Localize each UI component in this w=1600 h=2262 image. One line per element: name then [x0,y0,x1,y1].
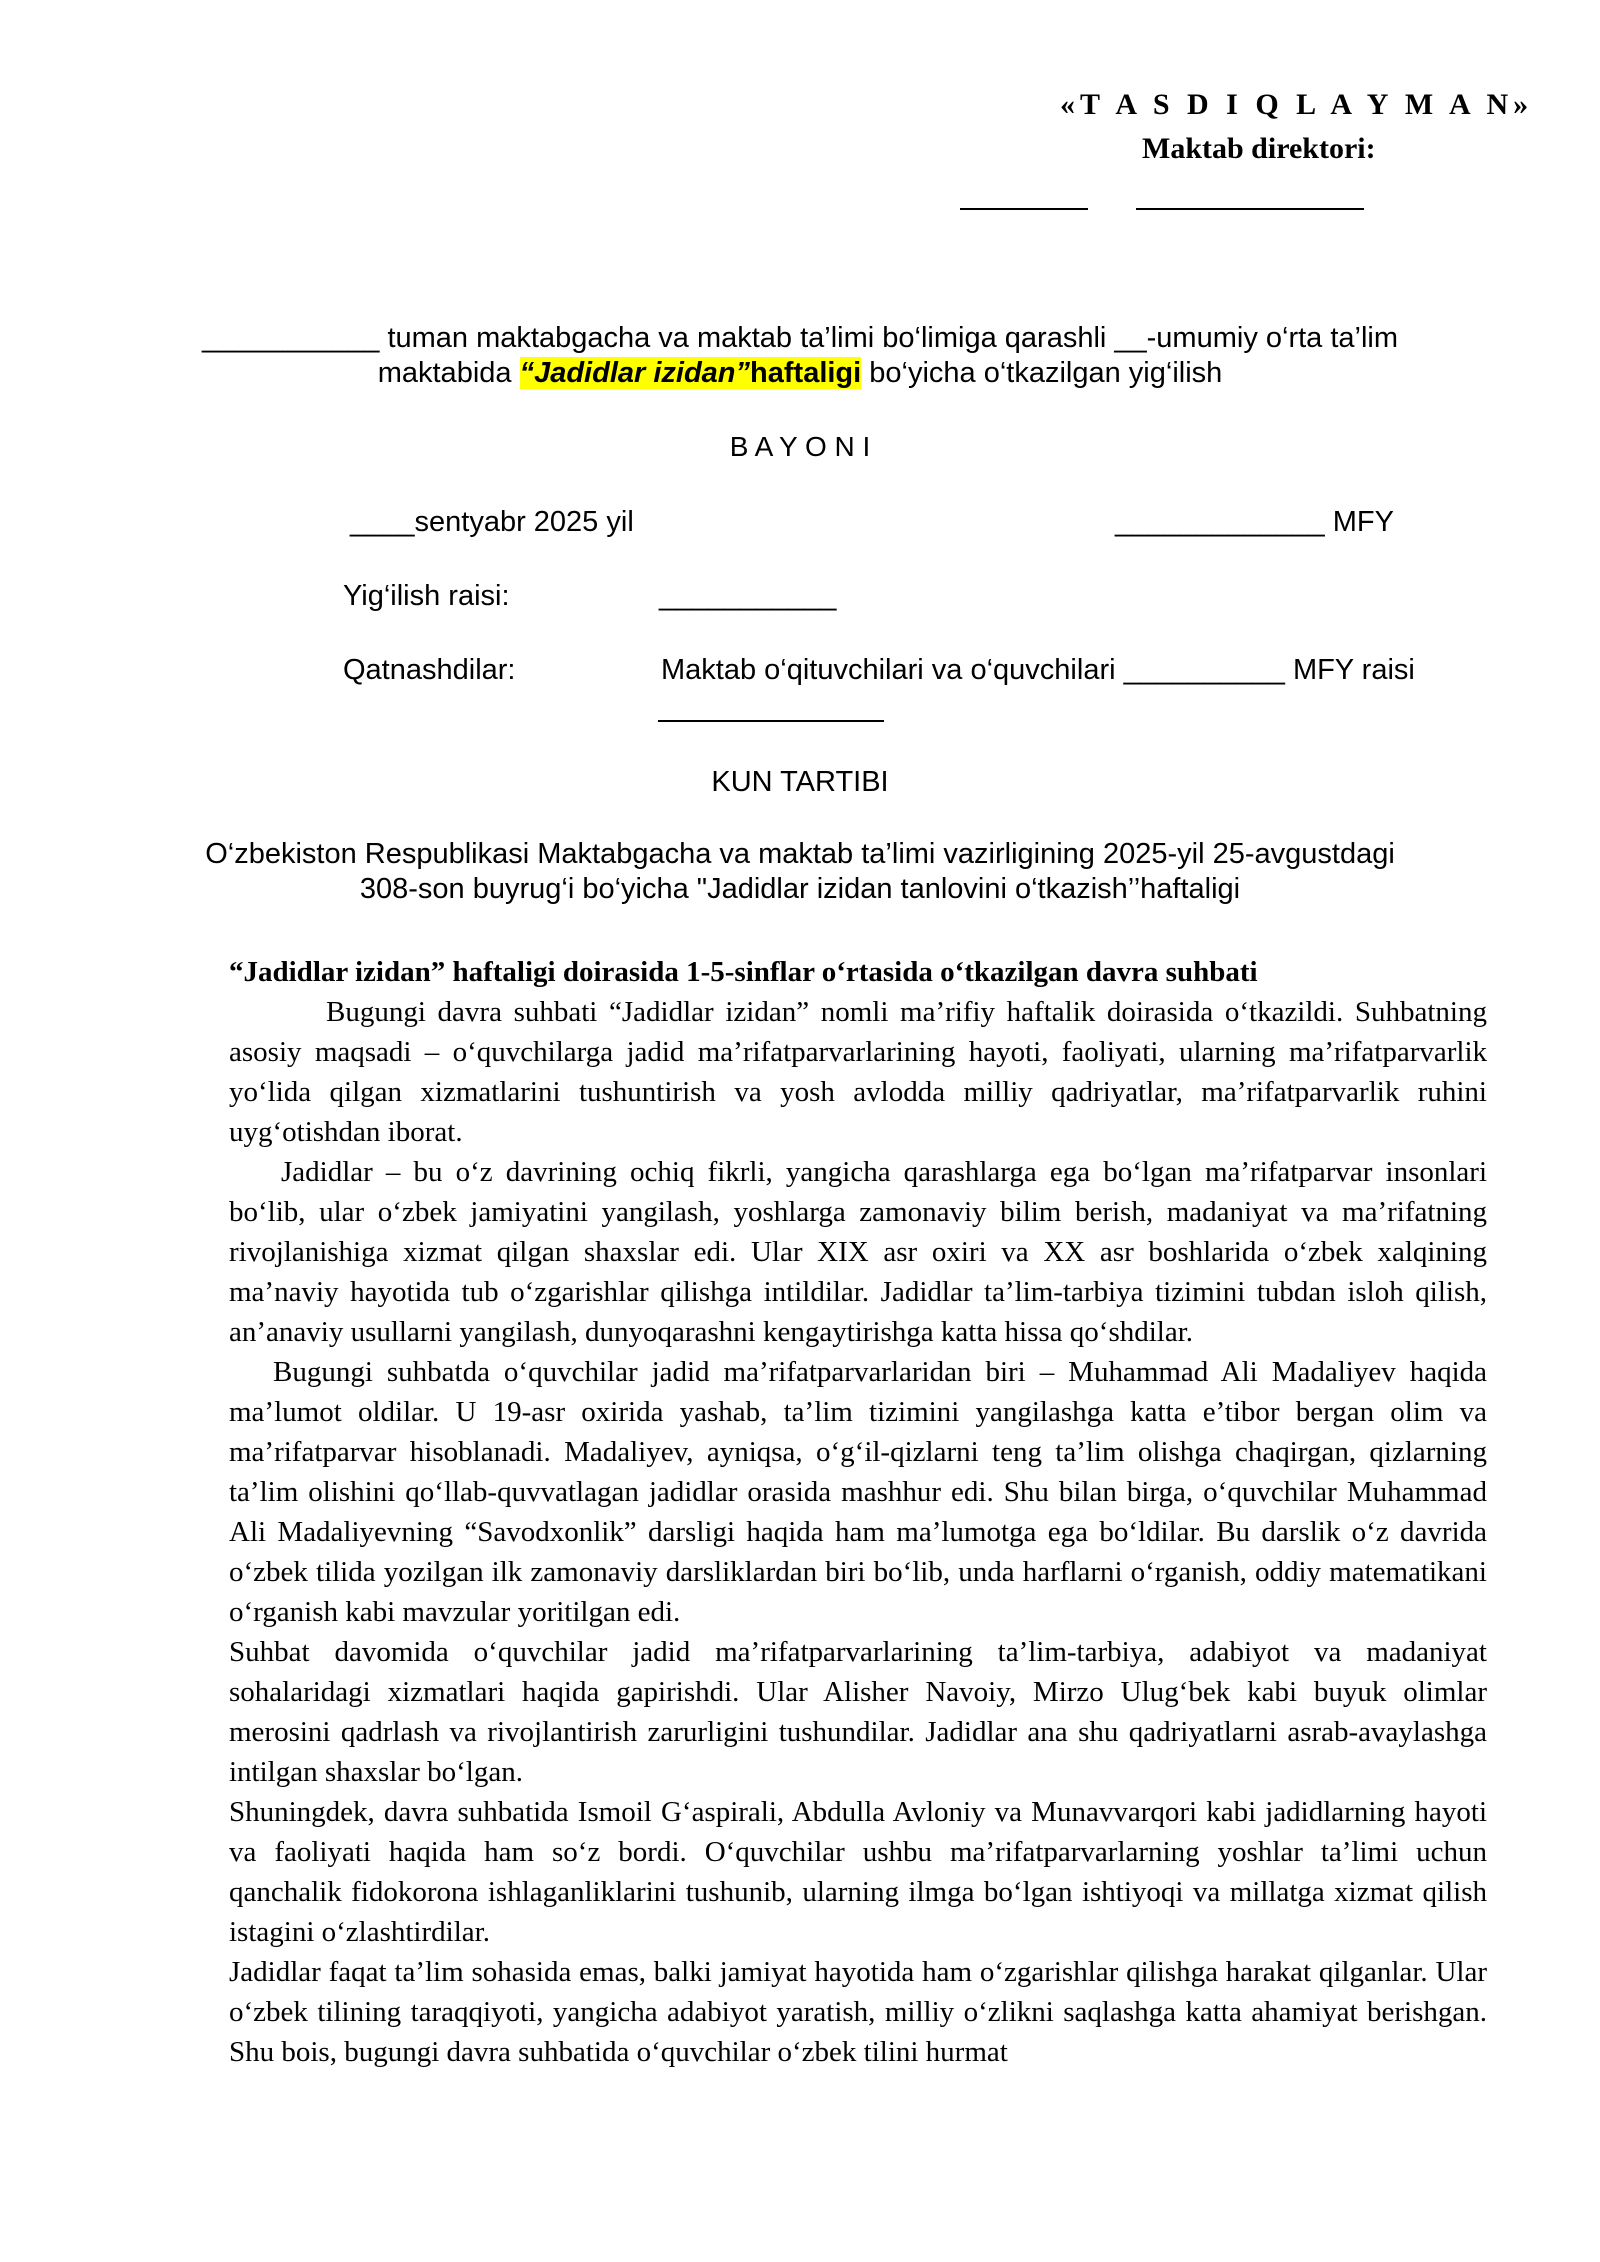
participants-value: Maktab o‘qituvchilari va o‘quvchilari __________ MFY raisi [661,654,1415,686]
heading-prefix: maktabida [377,357,520,389]
agenda-line-1: O‘zbekiston Respublikasi Maktabgacha va maktab ta’limi vazirligining 2025-yil 25-avgustdagi [205,838,1395,870]
agenda-title: KUN TARTIBI [711,766,889,798]
bayoni-title: B A Y O N I [729,431,871,462]
heading-line-2 [0,357,1600,390]
chair-label: Yig‘ilish raisi: [343,580,510,612]
participants-line [658,720,884,722]
body-text [229,952,1487,2072]
chair-value: ___________ [659,580,837,612]
paragraph-2: Jadidlar – bu o‘z davrining ochiq fikrli, yangicha qarashlarga ega bo‘lgan ma’rifatparvar insonlari bo‘lib, ular o‘zbek jamiyatini yangilash, yoshlarga zamonaviy bilim berish, madaniyat va ma’rifatning rivojlanishiga xizmat qilgan shaxslar edi. Ular XIX asr oxiri va XX asr boshlarida o‘zbek xalqining ma’naviy hayotida tub o‘zgarishlar qilishga intildilar. Jadidlar ta’lim-tarbiya tizimini tubdan isloh qilish, an’anaviy usullarni yangilash, dunyoqarashni kengaytirishga katta hissa qo‘shdilar. [229,1156,1487,1348]
paragraph-1: Bugungi davra suhbati “Jadidlar izidan” nomli ma’rifiy haftalik doirasida o‘tkazildi. Suhbatning asosiy maqsadi – o‘quvchilarga jadid ma’rifatparvarlarining hayoti, faoliyati, ularning ma’rifatparvarlik yo‘lida qilgan xizmatlarini tushuntirish va yosh avlodda milliy qadriyatlar, ma’rifatparvarlik ruhini uyg‘otishdan iborat. [229,996,1487,1148]
mfy-field: _____________ MFY [1115,506,1394,538]
agenda-line-2: 308-son buyrug‘i bo‘yicha "Jadidlar izidan tanlovini o‘tkazish’’haftaligi [359,873,1241,905]
approval-title: «T A S D I Q L A Y M A N» [1060,88,1534,121]
meeting-date: ____sentyabr 2025 yil [350,506,634,538]
body-title: “Jadidlar izidan” haftaligi doirasida 1-5-sinflar o‘rtasida o‘tkazilgan davra suhbati [229,956,1258,988]
paragraph-4: Suhbat davomida o‘quvchilar jadid ma’rifatparvarlarining ta’lim-tarbiya, adabiyot va madaniyat sohalaridagi xizmatlari haqida gapirishdi. Ular Alisher Navoiy, Mirzo Ulug‘bek kabi buyuk olimlar merosini qadrlash va rivojlantirish zarurligini tushundilar. Jadidlar ana shu qadriyatlarni asrab-avaylashga intilgan shaxslar bo‘lgan. [229,1636,1487,1788]
heading-line-1: ___________ tuman maktabgacha va maktab ta’limi bo‘limiga qarashli __-umumiy o‘rta ta’lim [201,322,1399,354]
name-line [1136,208,1364,210]
heading-suffix: bo‘yicha o‘tkazilgan yig‘ilish [861,357,1223,389]
signature-line [960,208,1088,210]
highlight-italic: “Jadidlar izidan” [519,357,751,389]
highlighted-title [520,357,862,389]
participants-label: Qatnashdilar: [343,654,516,686]
approval-subtitle: Maktab direktori: [1142,132,1376,165]
paragraph-5: Shuningdek, davra suhbatida Ismoil G‘aspirali, Abdulla Avloniy va Munavvarqori kabi jadidlarning hayoti va faoliyati haqida ham so‘z bordi. O‘quvchilar ushbu ma’rifatparvarlarning yoshlar ta’limi uchun qanchalik fidokorona ishlaganliklarini tushunib, ularning ilmga bo‘lgan ishtiyoqi va millatga xizmat qilish istagini o‘zlashtirdilar. [229,1796,1487,1948]
paragraph-3: Bugungi suhbatda o‘quvchilar jadid ma’rifatparvarlaridan biri – Muhammad Ali Madaliyev haqida ma’lumot oldilar. U 19-asr oxirida yashab, ta’lim tizimini yangilashga katta e’tibor bergan olim va ma’rifatparvar hisoblanadi. Madaliyev, ayniqsa, o‘g‘il-qizlarni teng ta’lim olishga chaqirgan, qizlarning ta’lim olishini qo‘llab-quvvatlagan jadidlar orasida mashhur edi. Shu bilan birga, o‘quvchilar Muhammad Ali Madaliyevning “Savodxonlik” darsligi haqida ham ma’lumotga ega bo‘ldilar. Bu darslik o‘z davrida o‘zbek tilida yozilgan ilk zamonaviy darsliklardan biri bo‘lib, unda harflarni o‘rganish, oddiy matematikani o‘rganish kabi mavzular yoritilgan edi. [229,1356,1487,1628]
highlight-normal: haftaligi [750,357,862,389]
paragraph-6: Jadidlar faqat ta’lim sohasida emas, balki jamiyat hayotida ham o‘zgarishlar qilishga harakat qilganlar. Ular o‘zbek tilining taraqqiyoti, yangicha adabiyot yaratish, milliy o‘zlikni saqlashga katta ahamiyat berishgan. Shu bois, bugungi davra suhbatida o‘quvchilar o‘zbek tilini hurmat [229,1956,1487,2068]
